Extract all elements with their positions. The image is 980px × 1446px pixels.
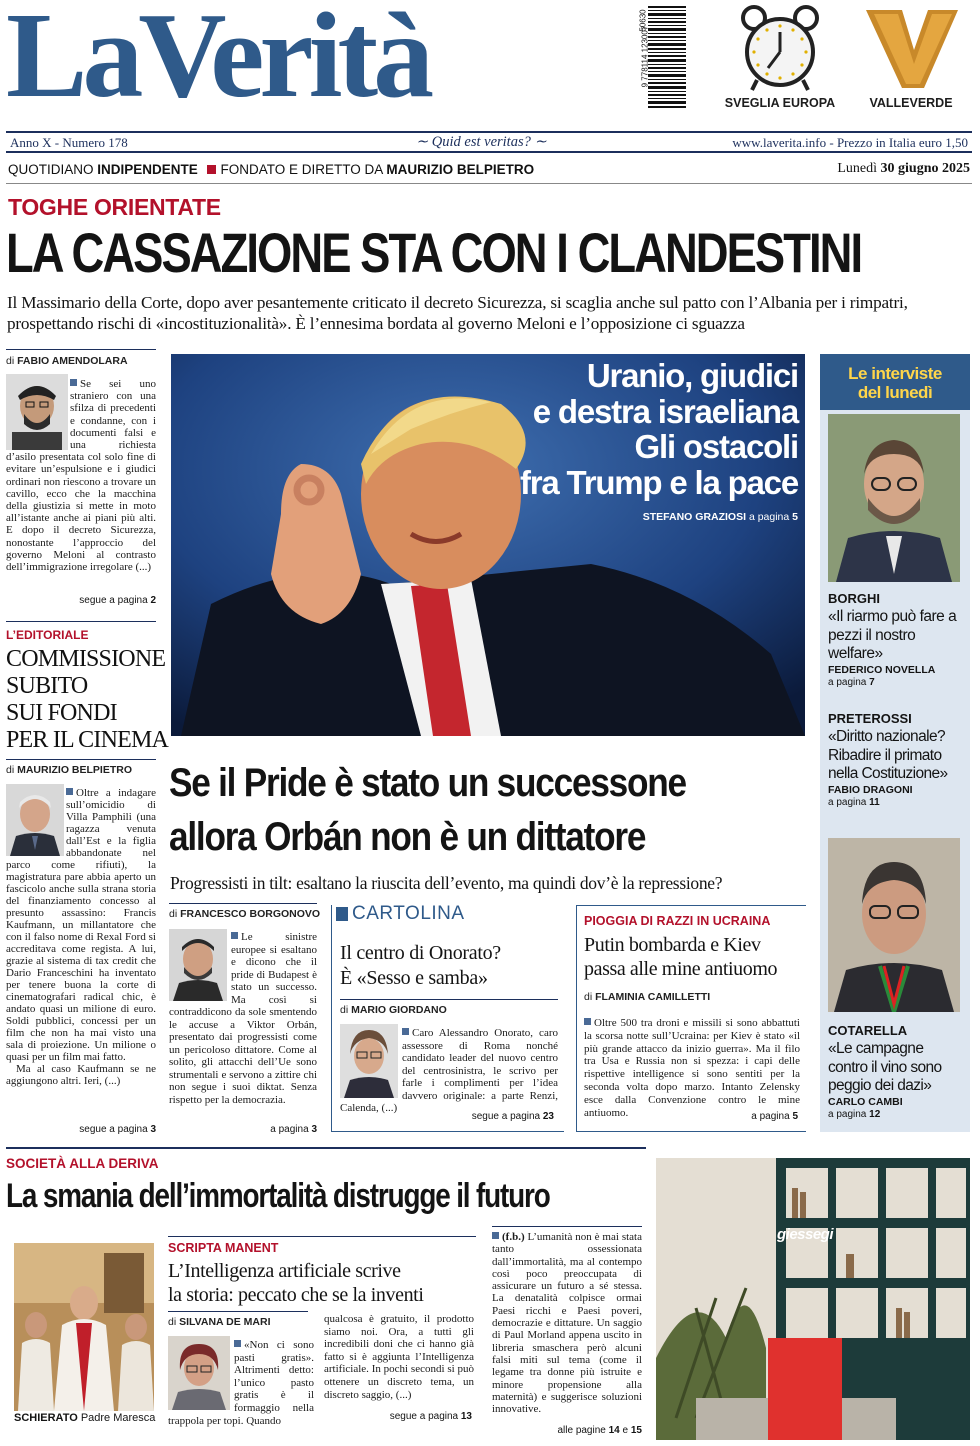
cartolina-rule [340,999,558,1000]
ucraina-title-line1: Putin bombarda e Kiev [584,934,761,956]
interview-2-author: FABIO DRAGONI [828,783,913,796]
interviste-title-line2: del lunedì [857,383,933,402]
date-value: 30 giugno 2025 [880,161,970,176]
interview-2-page-pre: a pagina [828,796,870,808]
cartolina-body: Caro Alessandro Onorato, caro assessore di Roma nonché candidato leader del nuovo centro del centrosinistra, le scrivo per farle i complimenti per l’idea davvero originale: a parte Renzi, Calenda, (...) [340,1027,558,1114]
editoriale-title-line4: PER IL CINEMA [6,727,169,753]
scripta-cont-pre: segue a pagina [389,1411,461,1422]
borghi-photo [828,414,960,582]
tagline-quotidiano: QUOTIDIANO [8,162,98,177]
site-price: www.laverita.info - Prezzo in Italia euro 1,50 [732,135,968,150]
editoriale-title-line1: COMMISSIONE [6,646,166,672]
pride-byline [169,908,320,920]
pride-text [169,931,317,1106]
editoriale-body: Oltre a indagare sull’omicidio di Villa Pamphili (una ragazza venuta dall’Est e la figlia abbandonate nel parco come rifiuti), la magistratura pare abbia aperto un fascicolo anche sulla strana storia del finanziamento concesso al presunto assassino: Francis Kaufmann, un millantatore che con il falso nome di Rexal Ford si accreditava come regista. A lui, grazie al sistema di tax credit che Dario Franceschini ha inventato per tenere buona la corte di cinematografari radical chic, è andato quasi un milione di euro. Soldi pubblici, concessi per un film che non ha mai visto una sala di proiezione. Un milione o quasi per un film mai fatto. [6,787,156,1063]
motto-flourish-left: ∼ [416,134,429,150]
tagline-director: MAURIZIO BELPIETRO [386,162,535,177]
interviste-title-line1: Le interviste [848,364,942,383]
square-bullet-icon [231,932,238,939]
interview-1-quote: «Il riarmo può fare a pezzi il nostro welfare» [828,608,957,662]
fb-body: L’umanità non è mai stata tanto ossessionata dall’immortalità, ma al contempo così poco preoccupata di assicurare un futuro a sé stessa. La denatalità colpisce ormai Paesi ricchi e Paesi poveri, democrazie e dittature. Un saggio di Paul Morland appena uscito in libreria smaschera però alcuni falsi miti sul tema (come il legame tra donne più istruite e minore propensione alla maternità) e suggerisce soluzioni innovative. [492,1231,642,1416]
interviste-title [820,364,970,402]
trump-by-name: STEFANO GRAZIOSI [642,511,747,523]
scripta-by-rule [168,1311,308,1312]
wrap-spacer [6,378,70,450]
editoriale-continue [6,1124,156,1135]
col-left-by-pre: di [6,355,18,367]
bottom-rule [6,1147,646,1149]
fb-rule [492,1226,642,1227]
pride-head-line1: Se il Pride è stato un successone [169,761,686,805]
fb-cont-mid: e [619,1425,631,1436]
scripta-body-a: «Non ci sono pasti gratis». Altrimenti detto: l’unico pasto gratis è il formaggio nella trappola per topi. Quando [168,1339,314,1427]
alarm-clock-icon [712,4,848,92]
interview-3-quote: «Le campagne contro il vino sono peggio dei dazi» [828,1040,942,1094]
scripta-continue [324,1411,472,1422]
ucraina-by-pre: di [584,991,596,1003]
pride-cont-page: 3 [311,1124,317,1135]
col-left-by-name: FABIO AMENDOLARA [17,355,128,367]
pride-head-line2: allora Orbán non è un dittatore [169,815,646,859]
pride-continue [169,1124,317,1135]
caption-text: Padre Maresca [77,1412,156,1424]
ucraina-by-name: FLAMINIA CAMILLETTI [595,991,711,1003]
square-bullet-icon [70,379,77,386]
editoriale-cont-page: 3 [150,1124,156,1135]
pride-deck: Progressisti in tilt: esaltano la riuscita dell’evento, ma quindi dov’è la repressione? [170,873,723,893]
trump-head-line3: Gli ostacoli [634,428,798,465]
scripta-text-a [168,1339,314,1427]
fb-cont-pre: alle pagine [557,1425,609,1436]
bottom-kicker: SOCIETÀ ALLA DERIVA [6,1156,159,1171]
valleverde-v-logo [852,4,970,92]
scripta-kicker: SCRIPTA MANENT [168,1241,279,1255]
scripta-title [168,1259,423,1307]
square-bullet-icon [234,1340,241,1347]
wrap-spacer [169,931,231,1003]
col-left-text [6,378,156,573]
lead-headline: LA CASSAZIONE STA CON I CLANDESTINI [6,221,862,284]
tagline-fondato: FONDATO E DIRETTO DA [220,162,387,177]
interview-1-author: FEDERICO NOVELLA [828,663,936,676]
editoriale-cont-pre: segue a pagina [79,1124,151,1135]
trump-byline [540,511,798,523]
motto-flourish-right: ∼ [534,134,547,150]
editoriale-title-line2: SUBITO [6,673,88,699]
editoriale-title-line3: SUI FONDI [6,700,117,726]
col-left-continue [6,595,156,606]
cartolina-cont-pre: segue a pagina [471,1111,543,1122]
wrap-spacer [6,787,66,857]
ucraina-continue [584,1111,798,1122]
editoriale-kicker: L’EDITORIALE [6,628,89,642]
maresca-photo [14,1243,154,1411]
giessegi-ad[interactable] [656,1158,970,1440]
ucraina-cont-page: 5 [792,1111,798,1122]
cartolina-title-line2: È «Sesso e samba» [340,967,488,989]
interview-3-page [828,1108,966,1121]
sponsor2-label: VALLEVERDE [869,96,953,110]
interview-1-page-num: 7 [869,676,875,688]
logo-verita: Verità [138,0,430,123]
cartolina-label-text: CARTOLINA [352,903,465,924]
wrap-spacer [168,1339,234,1409]
tagline [8,162,534,177]
cartolina-continue [340,1111,554,1122]
interview-3 [828,1023,966,1121]
pride-body: Le sinistre europee si esaltano e dicono che il pride di Budapest è stato un successo. Ma così si contraddicono da sole smentendo le accuse a Viktor Orbán, presentato dai progressisti come un pericoloso dittatore. Come al solito, gli attacchi dell’Ue sono strumentali e servono a zittire chi non segue i suoi diktat. Senza rispetto per la democrazia. [169,931,317,1106]
interview-1-page-pre: a pagina [828,676,870,688]
trump-head-line1: Uranio, giudici [586,357,798,394]
editoriale-text [6,787,156,1087]
interview-1-page [828,676,966,689]
fb-continue [492,1425,642,1436]
interview-3-author: CARLO CAMBI [828,1095,903,1108]
square-bullet-icon [584,1018,591,1025]
col-left-byline [6,355,128,367]
trump-head-line4: fra Trump e la pace [520,463,798,501]
editoriale-by-name: MAURIZIO BELPIETRO [17,764,133,776]
issue-date [837,161,970,177]
tagline-indipendente: INDIPENDENTE [97,162,198,177]
cotarella-photo [828,838,960,1012]
fb-text [492,1231,642,1415]
scripta-rule [168,1236,476,1237]
scripta-body-b: qualcosa è gratuito, il prodotto siamo noi. Ora, a tutti gli incredibili doni che ci hanno già fatto si è aggiunta l’Intelligenza artificiale. In pochi secondi si può ottenere un discreto tema, un discreto saggio, (...) [324,1313,474,1401]
interview-3-name: COTARELLA [828,1023,908,1038]
maresca-caption [14,1412,155,1424]
editoriale-rule [6,621,156,622]
lead-kicker: TOGHE ORIENTATE [8,194,221,220]
ucraina-text [584,1017,800,1119]
motto-text: Quid est veritas? [431,134,531,150]
ucraina-body: Oltre 500 tra droni e missili si sono abbattuti la scorsa notte sull’Ucraina: per Kiev è stato «il più grande attacco da inizio guerra». Ma il filo tra Usa e Russia non si spezza: i capi delle rispettive intelligence si sono sentiti per la seconda volta dopo marzo. Intanto Zelensky esce dalla Convenzione contro le mine antiuomo. [584,1017,800,1119]
scripta-title-line1: L’Intelligenza artificiale scrive [168,1260,401,1282]
pride-rule [169,903,317,904]
scripta-cont-page: 13 [460,1411,472,1422]
cartolina-title-line1: Il centro di Onorato? [340,942,501,964]
issue-number: Anno X - Numero 178 [10,135,128,150]
interview-1-name: BORGHI [828,591,880,606]
sponsor-valleverde [852,4,970,112]
ucraina-kicker: PIOGGIA DI RAZZI IN UCRAINA [584,914,771,928]
info-bar [6,131,972,153]
interview-2 [828,711,966,809]
bottom-headline: La smania dell’immortalità distrugge il futuro [6,1177,550,1215]
cartolina-by-pre: di [340,1004,352,1016]
editoriale-by-rule [6,759,156,760]
scripta-byline [168,1316,270,1328]
pride-cont-pre: a pagina [270,1124,312,1135]
cartolina-title [340,941,501,991]
ucraina-cont-pre: a pagina [751,1111,793,1122]
motto [416,134,547,151]
lead-standfirst: Il Massimario della Corte, dopo aver pesantemente criticato il decreto Sicurezza, si scaglia anche sul patto con l’Albania per i rimpatri, prospettando rischi di «incostituzionalità». È l’ennesima bordata al governo Meloni e l’opposizione ci sguazza [7,293,908,333]
scripta-by-name: SILVANA DE MARI [179,1316,271,1328]
ad-brand: giessegi [776,1226,834,1243]
fb-tag: (f.b.) [502,1231,525,1243]
editoriale-by-pre: di [6,764,18,776]
interview-3-page-pre: a pagina [828,1108,870,1120]
trump-headline [480,358,798,500]
editoriale-body2: Ma al caso Kaufmann se ne aggiungono altri. Ieri, (...) [6,1063,156,1087]
editoriale-byline [6,764,132,776]
interview-3-page-num: 12 [869,1108,881,1120]
cartolina-by-name: MARIO GIORDANO [351,1004,447,1016]
barcode-number: 9 778114 123007 [640,25,650,88]
ucraina-title [584,933,777,981]
scripta-by-pre: di [168,1316,180,1328]
wrap-spacer [340,1027,402,1097]
trump-head-line2: e destra israeliana [532,392,798,430]
pride-by-name: FRANCESCO BORGONOVO [180,908,321,920]
ucraina-byline [584,991,710,1003]
interview-1 [828,591,966,689]
col-left-cont-page: 2 [150,595,156,606]
square-bullet-icon [66,788,73,795]
col-left-rule [6,349,156,350]
square-bullet-icon [492,1232,499,1239]
interview-2-name: PRETEROSSI [828,711,912,726]
interview-2-page [828,796,966,809]
barcode [628,4,690,112]
editoriale-title [6,646,168,754]
fb-cont-p1: 14 [608,1425,620,1436]
pride-by-pre: di [169,908,181,920]
cartolina-text [340,1027,558,1115]
barcode-issue-code: 50630 [638,9,648,32]
date-day: Lunedì [837,161,881,176]
sponsor1-label: SVEGLIA EUROPA [724,96,836,110]
logo-la: La [6,0,139,123]
scripta-text-b [324,1313,474,1401]
cartolina-byline [340,1004,447,1016]
col-left-body: Se sei uno straniero con una sfilza di precedenti e condanne, con i documenti falsi e una richiesta d’asilo presentata col solo fine di evitare un’espulsione e i giudici ordinari non riescono a trovare un cavillo, ecco che la macchina della giustizia si mette in moto all’istante anche ai piani più alti. E dopo il decreto Sicurezza, nonostante l’approccio del governo Meloni al contrasto dell’immigrazione irregolare (...) [6,378,156,574]
square-bullet-icon [402,1028,409,1035]
scripta-title-line2: la storia: peccato che se la inventi [168,1284,424,1306]
tagline-rule [6,183,972,184]
ad-furniture-graphic [656,1158,970,1440]
interview-2-quote: «Diritto nazionale? Ribadire il primato nella Costituzione» [828,728,948,782]
cartolina-label [336,903,465,925]
interview-2-page-num: 11 [869,796,880,808]
cartolina-cont-page: 23 [542,1111,554,1122]
trump-by-page-pre: a pagina [746,511,793,523]
sponsor-clock [712,4,848,112]
barcode-graphic [628,4,690,112]
pride-headline [169,756,873,864]
masthead-logo [6,0,430,123]
col-left-cont-pre: segue a pagina [79,595,151,606]
ucraina-title-line2: passa alle mine antiuomo [584,958,778,980]
fb-cont-p2: 15 [630,1425,642,1436]
tagline-square-icon [207,165,216,174]
caption-bold: SCHIERATO [14,1412,78,1424]
trump-by-page: 5 [792,511,798,523]
cartolina-square-icon [336,907,348,921]
